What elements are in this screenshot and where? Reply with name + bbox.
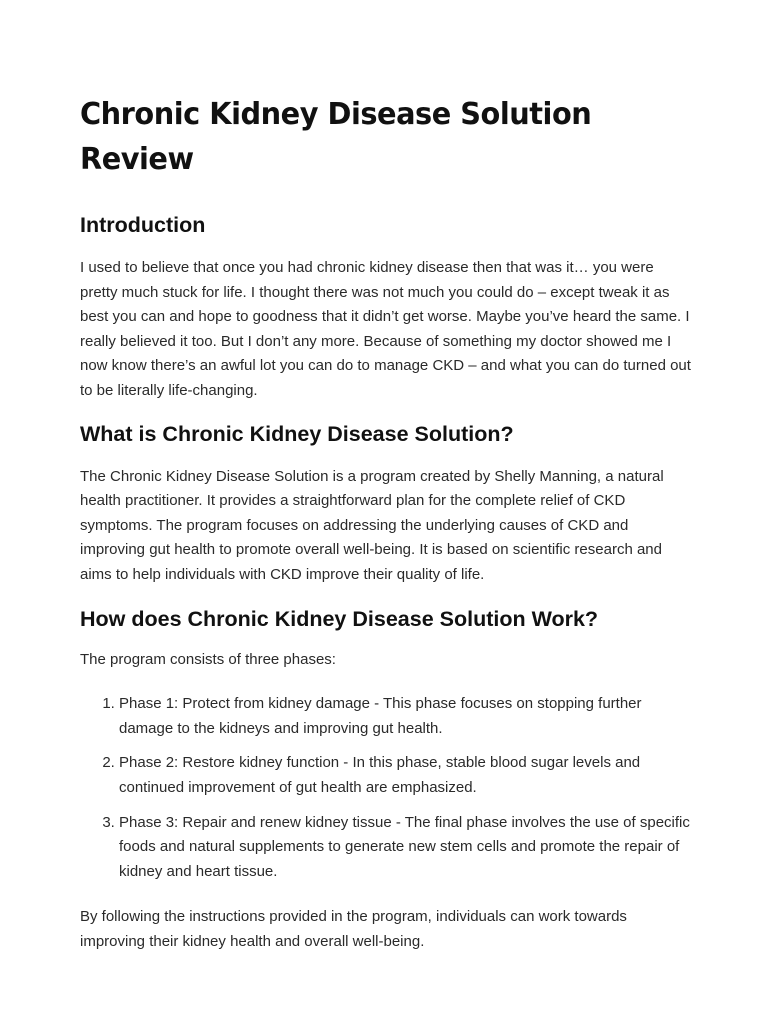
list-item-phase-3: 3. Phase 3: Repair and renew kidney tissue - The final phase involves the use of specific foods and natural supplements to generate new stem cells and promote the repair of kidney and heart tissue. (119, 811, 692, 885)
section-heading-how-it-works: How does Chronic Kidney Disease Solution Work? (80, 606, 599, 631)
article-content (80, 92, 692, 954)
phases-list (80, 692, 692, 884)
list-item-phase-2: 2. Phase 2: Restore kidney function - In this phase, stable blood sugar levels and continued improvement of gut health are emphasized. (119, 751, 692, 800)
what-is-paragraph: The Chronic Kidney Disease Solution is a program created by Shelly Manning, a natural health practitioner. It provides a straightforward plan for the complete relief of CKD symptoms. The program focuses on addressing the underlying causes of CKD and improving gut health to promote overall well-being. It is based on scientific research and aims to help individuals with CKD improve their quality of life. (80, 467, 664, 583)
introduction-paragraph: I used to believe that once you had chronic kidney disease then that was it… you were pretty much stuck for life. I thought there was not much you could do – except tweak it as best you can and hope to goodness that it didn’t get worse. Maybe you’ve heard the same. I really believed it too. But I don’t any more. Because of something my doctor showed me I now know there’s an awful lot you can do to manage CKD – and what you can do turned out to be literally life-changing. (80, 259, 691, 399)
closing-paragraph: By following the instructions provided in the program, individuals can work towards improving their kidney health and overall well-being. (80, 908, 627, 950)
how-it-works-intro: The program consists of three phases: (80, 650, 336, 668)
list-item-phase-1: 1. Phase 1: Protect from kidney damage - This phase focuses on stopping further damage to the kidneys and improving gut health. (119, 692, 692, 741)
section-heading-what-is: What is Chronic Kidney Disease Solution? (80, 421, 514, 446)
section-heading-introduction: Introduction (80, 213, 206, 237)
page-title: Chronic Kidney Disease Solution Review (80, 97, 592, 177)
